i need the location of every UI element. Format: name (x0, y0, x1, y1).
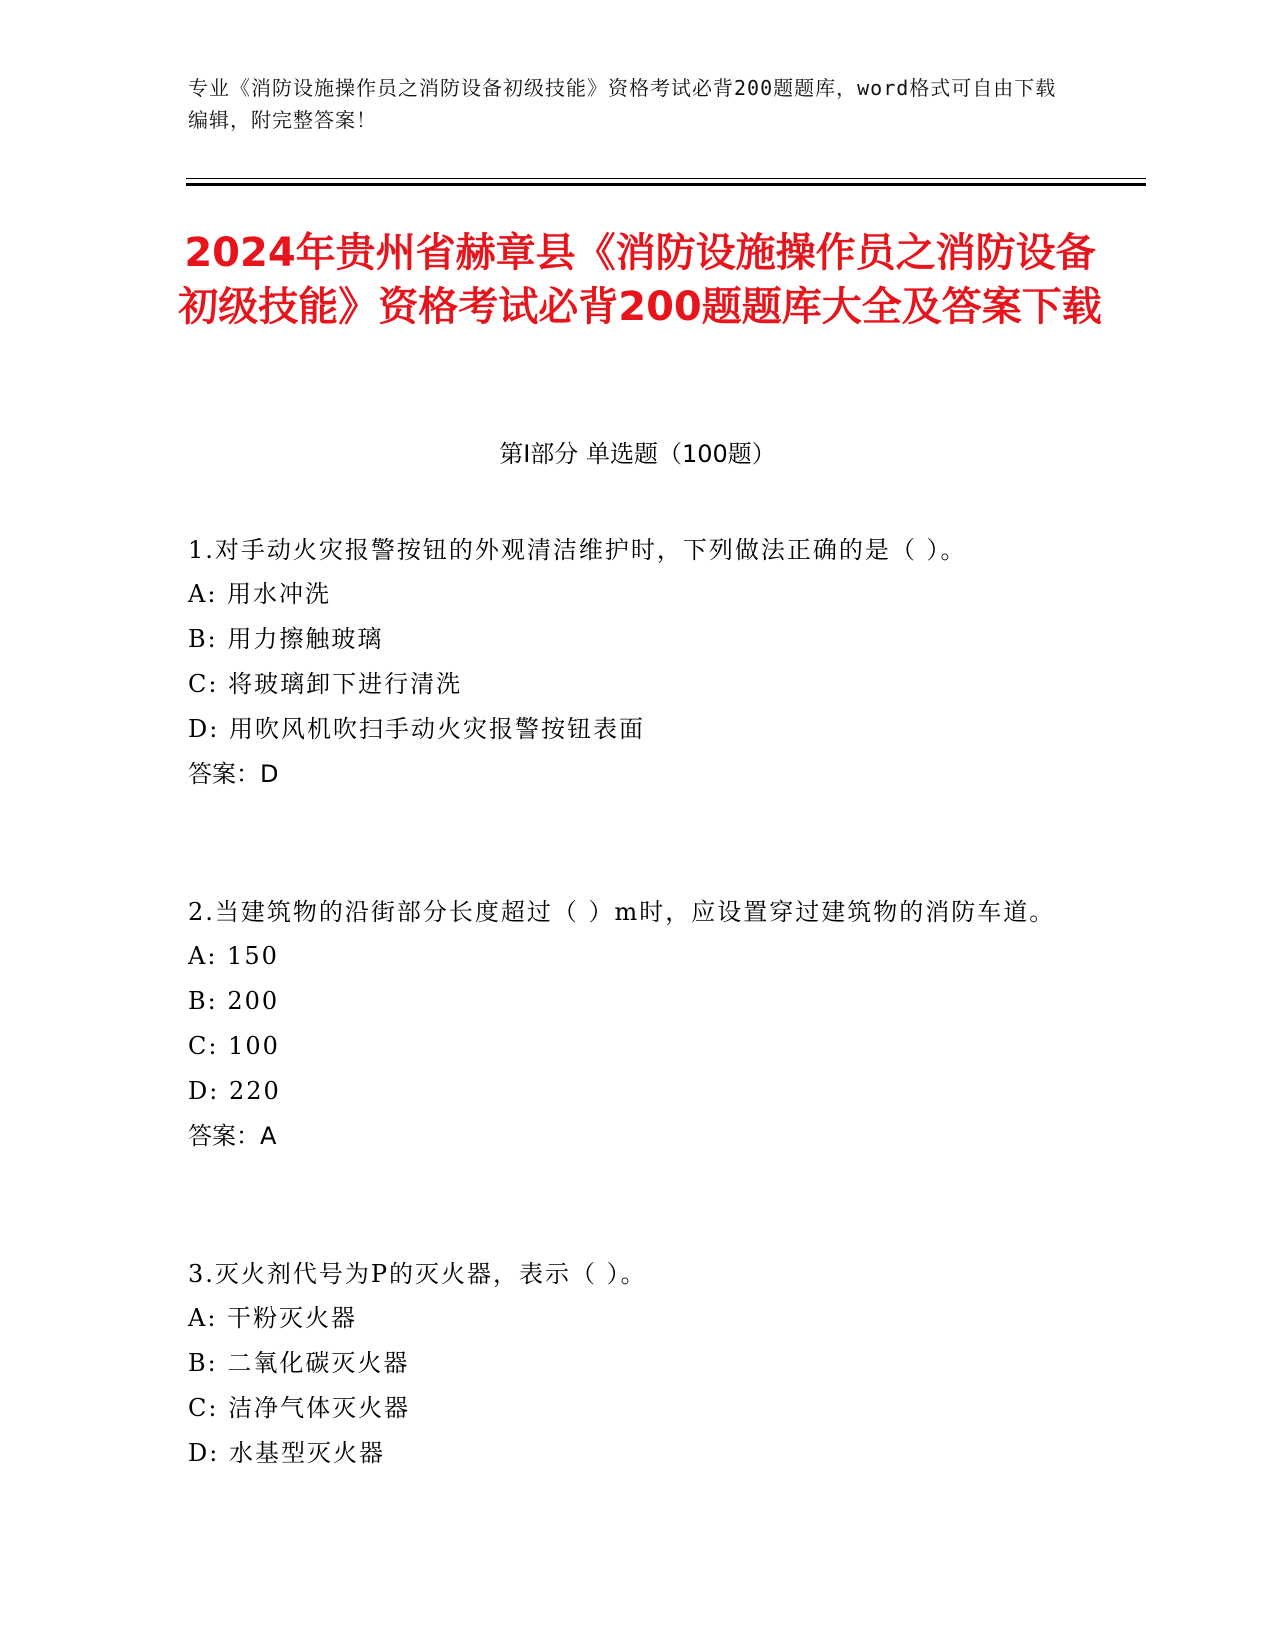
option-c: C: 将玻璃卸下进行清洗 (188, 670, 463, 698)
option-c: C: 洁净气体灭火器 (188, 1394, 411, 1422)
option-d: D: 220 (188, 1077, 281, 1105)
header-note: 专业《消防设施操作员之消防设备初级技能》资格考试必背200题题库，word格式可自由下载编辑，附完整答案！ (188, 76, 1057, 132)
header-divider-thin (186, 178, 1146, 179)
header-divider-thick (186, 183, 1146, 186)
option-b: B: 二氧化碳灭火器 (188, 1349, 410, 1377)
option-a: A: 用水冲洗 (188, 580, 332, 608)
answer: 答案：A (188, 1122, 277, 1150)
section-heading: 第I部分 单选题（100题） (499, 440, 776, 468)
question-1 (188, 528, 1088, 796)
option-a: A: 150 (188, 942, 279, 970)
question-stem: 3.灭火剂代号为P的灭火器，表示（ ）。 (188, 1260, 647, 1288)
option-b: B: 用力擦触玻璃 (188, 625, 384, 653)
option-d: D: 用吹风机吹扫手动火灾报警按钮表面 (188, 715, 645, 743)
question-stem: 2.当建筑物的沿街部分长度超过（ ）m时，应设置穿过建筑物的消防车道。 (188, 898, 1056, 926)
option-d: D: 水基型灭火器 (188, 1439, 385, 1467)
option-c: C: 100 (188, 1032, 280, 1060)
document-title: 2024年贵州省赫章县《消防设施操作员之消防设备初级技能》资格考试必背200题题库大全及答案下载 (178, 230, 1102, 330)
question-stem: 1.对手动火灾报警按钮的外观清洁维护时，下列做法正确的是（ ）。 (188, 536, 967, 564)
answer: 答案：D (188, 760, 279, 788)
question-2 (188, 890, 1088, 1158)
question-3 (188, 1252, 1088, 1476)
option-b: B: 200 (188, 987, 280, 1015)
option-a: A: 干粉灭火器 (188, 1304, 358, 1332)
